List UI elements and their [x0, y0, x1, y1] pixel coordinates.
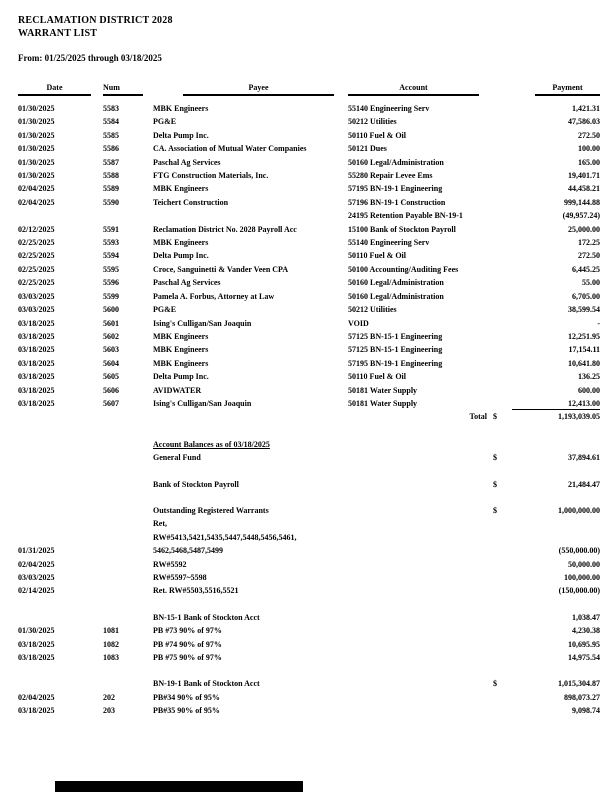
- spacer-cell: [348, 691, 493, 704]
- balance-section-label-row: [18, 504, 600, 517]
- balance-row: [18, 624, 600, 637]
- cell-date: 03/18/2025: [18, 372, 55, 382]
- balance-row: [18, 571, 600, 584]
- cell-num: [103, 544, 153, 557]
- cell-account: 50121 Dues: [348, 144, 387, 154]
- balance-amount: 1,015,304.87: [558, 679, 600, 689]
- cell-num: [103, 571, 153, 584]
- cell-amount: 898,073.27: [564, 692, 600, 702]
- account-balances: [18, 438, 600, 718]
- balance-section-label-row: [18, 451, 600, 464]
- balance-section-amount-cell: [493, 504, 600, 517]
- cell-payee: MBK Engineers: [153, 345, 209, 355]
- cell-payment: (49,957.24): [562, 211, 600, 221]
- report-date-range: From: 01/25/2025 through 03/18/2025: [18, 53, 162, 63]
- cell-date: 03/03/2025: [18, 305, 55, 315]
- cell-amount: 4,230.38: [572, 626, 600, 636]
- cell-num: 5601: [103, 318, 119, 328]
- cell-payment: 272.50: [578, 251, 600, 261]
- cell-num: 5599: [103, 291, 119, 301]
- cell-desc: PB #74 90% of 97%: [153, 639, 222, 649]
- cell-payment: 47,586.03: [568, 117, 600, 127]
- spacer-cell: [103, 410, 153, 423]
- cell-payee: MBK Engineers: [153, 238, 209, 248]
- total-amount-cell: [493, 410, 600, 423]
- cell-account: 57196 BN-19-1 Construction: [348, 197, 446, 207]
- table-row: [18, 330, 600, 343]
- cell-date: 02/04/2025: [18, 559, 55, 569]
- cell-date: 03/18/2025: [18, 318, 55, 328]
- cell-payee: Ising's Culligan/San Joaquin: [153, 398, 252, 408]
- cell-date: 03/03/2025: [18, 573, 55, 582]
- cell-payee: PG&E: [153, 305, 177, 315]
- spacer-cell: [103, 677, 153, 690]
- cell-num: [103, 209, 153, 222]
- balance-row: [18, 531, 600, 544]
- cell-amount: (550,000.00): [558, 546, 600, 556]
- cell-account: 57125 BN-15-1 Engineering: [348, 345, 443, 355]
- balance-row: [18, 691, 600, 704]
- cell-payment: 272.50: [578, 130, 600, 140]
- cell-date: [18, 517, 103, 530]
- cell-num: 5602: [103, 331, 119, 341]
- balance-row: [18, 704, 600, 717]
- spacer-cell: [18, 410, 103, 423]
- cell-payment: 6,445.25: [572, 264, 600, 274]
- cell-account: 50110 Fuel & Oil: [348, 130, 406, 140]
- cell-num: [103, 517, 153, 530]
- balance-amount: 21,484.47: [568, 479, 600, 489]
- cell-num: 5594: [103, 251, 119, 261]
- balance-section-label: Bank of Stockton Payroll: [153, 479, 239, 489]
- balance-section: [18, 677, 600, 717]
- cell-payment: 38,599.54: [568, 305, 600, 315]
- cell-num: 1082: [103, 639, 119, 649]
- spacer-cell: [348, 651, 493, 664]
- cell-date: 03/18/2025: [18, 345, 55, 355]
- table-row: [18, 115, 600, 128]
- cell-payment: 12,251.95: [568, 331, 600, 341]
- spacer-cell: [18, 677, 103, 690]
- cell-amount: 10,695.95: [568, 639, 600, 649]
- cell-payee: [153, 209, 348, 222]
- cell-payment: 55.00: [582, 278, 600, 288]
- balance-section: [18, 478, 600, 491]
- cell-num: 5605: [103, 372, 119, 382]
- cell-date: 02/04/2025: [18, 692, 55, 702]
- table-row: [18, 182, 600, 195]
- cell-num: 5588: [103, 171, 119, 181]
- cell-account: 50100 Accounting/Auditing Fees: [348, 264, 459, 274]
- cell-num: [103, 558, 153, 571]
- cell-amount: 50,000.00: [568, 559, 600, 569]
- cell-payment: 17,154.11: [568, 345, 600, 355]
- table-row: [18, 397, 600, 410]
- balance-section-amount-cell: [493, 611, 600, 624]
- cell-account: 50181 Water Supply: [348, 385, 418, 395]
- table-row: [18, 290, 600, 303]
- cell-payee: CA. Association of Mutual Water Companies: [153, 144, 307, 154]
- cell-account: 50110 Fuel & Oil: [348, 251, 406, 261]
- cell-amount: 100,000.00: [564, 573, 600, 582]
- cell-payment: 44,458.21: [568, 184, 600, 194]
- cell-num: 5584: [103, 117, 119, 127]
- cell-account: 57125 BN-15-1 Engineering: [348, 331, 443, 341]
- table-row: [18, 303, 600, 316]
- cell-payment: 165.00: [578, 157, 600, 167]
- table-row: [18, 317, 600, 330]
- spacer-cell: [103, 504, 153, 517]
- cell-payment: 10,641.80: [568, 358, 600, 368]
- currency-symbol: $: [493, 679, 497, 689]
- balance-section-amount-cell: [493, 451, 600, 464]
- cell-num: 5596: [103, 278, 119, 288]
- cell-num: 5606: [103, 385, 119, 395]
- total-label: Total: [469, 412, 487, 422]
- cell-date: 03/18/2025: [18, 331, 55, 341]
- cell-date: 01/31/2025: [18, 546, 55, 556]
- cell-account: 50160 Legal/Administration: [348, 157, 444, 167]
- balance-section-label-row: [18, 677, 600, 690]
- cell-account: 15100 Bank of Stockton Payroll: [348, 224, 456, 234]
- cell-account: 50212 Utilities: [348, 305, 397, 315]
- cell-payment: 600.00: [578, 385, 600, 395]
- spacer-cell: [493, 438, 600, 451]
- balance-section-label-row: [18, 478, 600, 491]
- cell-date: 03/18/2025: [18, 639, 55, 649]
- cell-desc: 5462,5468,5487,5499: [153, 546, 223, 556]
- balance-row: [18, 638, 600, 651]
- cell-date: [18, 531, 103, 544]
- cell-date: 01/30/2025: [18, 626, 55, 636]
- cell-date: 02/25/2025: [18, 278, 55, 288]
- balance-section-label: BN-19-1 Bank of Stockton Acct: [153, 679, 260, 689]
- balance-amount: 1,038.47: [572, 612, 600, 622]
- cell-desc: PB#34 90% of 95%: [153, 692, 220, 702]
- cell-date: 02/25/2025: [18, 264, 55, 274]
- cell-amount: [493, 531, 600, 544]
- table-row: [18, 236, 600, 249]
- balance-section-amount-cell: [493, 478, 600, 491]
- cell-num: 5590: [103, 197, 119, 207]
- table-row: [18, 357, 600, 370]
- cell-payee: AVIDWATER: [153, 385, 202, 395]
- balance-section-label: Outstanding Registered Warrants: [153, 505, 269, 515]
- table-row: [18, 276, 600, 289]
- cell-num: 203: [103, 706, 115, 716]
- cell-account: 50181 Water Supply: [348, 398, 418, 408]
- table-row: [18, 196, 600, 209]
- cell-payee: Delta Pump Inc.: [153, 372, 209, 382]
- table-row: [18, 129, 600, 142]
- cell-date: 02/25/2025: [18, 238, 55, 248]
- balance-row: [18, 584, 600, 597]
- cell-account: 55140 Engineering Serv: [348, 104, 430, 113]
- balance-row: [18, 517, 600, 530]
- report-title-line2: WARRANT LIST: [18, 28, 98, 39]
- cell-account: 57195 BN-19-1 Engineering: [348, 358, 443, 368]
- table-row: [18, 209, 600, 222]
- cell-amount: (150,000.00): [558, 586, 600, 596]
- cell-payment: -: [597, 318, 600, 328]
- table-row: [18, 142, 600, 155]
- table-row: [18, 343, 600, 356]
- spacer-cell: [348, 571, 493, 584]
- table-row: [18, 263, 600, 276]
- cell-payee: Reclamation District No. 2028 Payroll Acc: [153, 224, 297, 234]
- table-row: [18, 169, 600, 182]
- cell-num: 5587: [103, 157, 119, 167]
- column-header-payment: Payment: [535, 83, 600, 96]
- cell-date: 01/30/2025: [18, 117, 55, 127]
- cell-payee: Pamela A. Forbus, Attorney at Law: [153, 291, 275, 301]
- cell-num: [103, 584, 153, 597]
- spacer-cell: [348, 611, 493, 624]
- cell-amount: 9,098.74: [572, 706, 600, 716]
- cell-payment: 999,144.88: [564, 197, 600, 207]
- cell-num: 5607: [103, 398, 119, 408]
- cell-num: 5603: [103, 345, 119, 355]
- cell-payee: Delta Pump Inc.: [153, 130, 209, 140]
- cell-date: 03/18/2025: [18, 653, 55, 663]
- cell-payee: Ising's Culligan/San Joaquin: [153, 318, 252, 328]
- cell-date: 03/18/2025: [18, 385, 55, 395]
- spacer-cell: [103, 451, 153, 464]
- cell-date: 02/25/2025: [18, 251, 55, 261]
- table-row: [18, 156, 600, 169]
- cell-date: 02/14/2025: [18, 586, 55, 596]
- cell-date: 02/04/2025: [18, 197, 55, 207]
- cell-desc: Ret. RW#5503,5516,5521: [153, 586, 239, 596]
- balances-heading: Account Balances as of 03/18/2025: [153, 439, 270, 449]
- currency-symbol: $: [493, 479, 497, 489]
- spacer-cell: [18, 504, 103, 517]
- total-amount: 1,193,039.05: [558, 412, 600, 422]
- balance-amount: 1,000,000.00: [558, 505, 600, 515]
- cell-account: 24195 Retention Payable BN-19-1: [348, 211, 463, 221]
- spacer-cell: [103, 478, 153, 491]
- balance-section-amount-cell: [493, 677, 600, 690]
- cell-date: 03/03/2025: [18, 291, 55, 301]
- cell-num: 5589: [103, 184, 119, 194]
- cell-payment: 19,401.71: [568, 171, 600, 181]
- cell-num: 5585: [103, 130, 119, 140]
- balance-section-label: BN-15-1 Bank of Stockton Acct: [153, 612, 260, 622]
- spacer-cell: [153, 410, 348, 423]
- spacer-cell: [348, 438, 493, 451]
- cell-payee: Paschal Ag Services: [153, 157, 221, 167]
- spacer-cell: [18, 451, 103, 464]
- table-row: [18, 384, 600, 397]
- cell-date: [18, 209, 103, 222]
- cell-payee: Croce, Sanguinetti & Vander Veen CPA: [153, 264, 289, 274]
- cell-payment: 12,413.00: [493, 397, 600, 410]
- cell-desc: Ret,: [153, 519, 167, 529]
- balance-section-label-row: [18, 611, 600, 624]
- spacer-cell: [348, 677, 493, 690]
- spacer-cell: [18, 611, 103, 624]
- scan-artifact-bar: [55, 781, 303, 792]
- spacer-cell: [348, 478, 493, 491]
- table-row: [18, 102, 600, 115]
- spacer-cell: [103, 611, 153, 624]
- report-title-line1: RECLAMATION DISTRICT 2028: [18, 15, 173, 26]
- table-row: [18, 370, 600, 383]
- cell-date: 03/18/2025: [18, 398, 55, 408]
- balance-section: [18, 504, 600, 598]
- currency-symbol: $: [493, 453, 497, 463]
- cell-date: 01/30/2025: [18, 130, 55, 140]
- cell-date: 03/18/2025: [18, 706, 55, 716]
- cell-amount: 14,975.54: [568, 653, 600, 663]
- spacer-cell: [348, 531, 493, 544]
- cell-num: 1081: [103, 626, 119, 636]
- column-header-num: Num: [103, 83, 143, 96]
- cell-num: 5604: [103, 358, 119, 368]
- currency-symbol: $: [493, 505, 497, 515]
- cell-desc: RW#5597~5598: [153, 573, 207, 582]
- cell-payee: MBK Engineers: [153, 331, 209, 341]
- spacer-cell: [348, 638, 493, 651]
- cell-account: 55140 Engineering Serv: [348, 238, 430, 248]
- cell-account: 55280 Repair Levee Ems: [348, 171, 433, 181]
- cell-date: 01/30/2025: [18, 171, 55, 181]
- table-row: [18, 249, 600, 262]
- cell-desc: PB#35 90% of 95%: [153, 706, 220, 716]
- cell-desc: PB #73 90% of 97%: [153, 626, 222, 636]
- cell-account: 57195 BN-19-1 Engineering: [348, 184, 443, 194]
- spacer-cell: [348, 624, 493, 637]
- cell-amount: [493, 517, 600, 530]
- cell-account: VOID: [348, 318, 369, 328]
- cell-date: 02/04/2025: [18, 184, 55, 194]
- cell-payee: MBK Engineers: [153, 358, 209, 368]
- cell-desc: RW#5413,5421,5435,5447,5448,5456,5461,: [153, 532, 297, 542]
- balance-amount: 37,894.61: [568, 453, 600, 463]
- cell-payee: FTG Construction Materials, Inc.: [153, 171, 269, 181]
- cell-payment: 100.00: [578, 144, 600, 154]
- total-row: [18, 410, 600, 423]
- cell-account: 50110 Fuel & Oil: [348, 372, 406, 382]
- column-header-date: Date: [18, 83, 91, 96]
- cell-desc: PB #75 90% of 97%: [153, 653, 222, 663]
- spacer-cell: [348, 704, 493, 717]
- balance-row: [18, 651, 600, 664]
- cell-num: 5600: [103, 305, 119, 315]
- balances-sections: [18, 451, 600, 718]
- column-header-account: Account: [348, 83, 479, 96]
- spacer-cell: [348, 584, 493, 597]
- cell-date: 01/30/2025: [18, 104, 55, 113]
- cell-payee: Teichert Construction: [153, 197, 229, 207]
- total-currency-symbol: $: [493, 412, 497, 422]
- balance-row: [18, 544, 600, 557]
- cell-account: 50160 Legal/Administration: [348, 278, 444, 288]
- balance-section: [18, 451, 600, 464]
- column-header-payee: Payee: [183, 83, 334, 96]
- cell-payment: 1,421.31: [572, 104, 600, 113]
- table-header-row: [18, 83, 600, 96]
- spacer-cell: [348, 504, 493, 517]
- cell-num: 5593: [103, 238, 119, 248]
- cell-payment: 6,705.00: [572, 291, 600, 301]
- balances-heading-row: [18, 438, 600, 451]
- spacer-cell: [348, 517, 493, 530]
- cell-payment: 136.25: [578, 372, 600, 382]
- spacer-cell: [348, 558, 493, 571]
- cell-account: 50160 Legal/Administration: [348, 291, 444, 301]
- cell-payee: MBK Engineers: [153, 184, 209, 194]
- cell-account: 50212 Utilities: [348, 117, 397, 127]
- spacer-cell: [103, 438, 153, 451]
- balance-row: [18, 558, 600, 571]
- cell-payment: 172.25: [578, 238, 600, 248]
- cell-num: [103, 531, 153, 544]
- cell-num: 202: [103, 692, 115, 702]
- cell-num: 5591: [103, 224, 119, 234]
- cell-desc: RW#5592: [153, 559, 187, 569]
- cell-num: 5583: [103, 104, 119, 113]
- balance-section-label: General Fund: [153, 453, 201, 463]
- spacer-cell: [348, 544, 493, 557]
- cell-payee: Paschal Ag Services: [153, 278, 221, 288]
- cell-date: 02/12/2025: [18, 224, 55, 234]
- cell-num: 5586: [103, 144, 119, 154]
- cell-date: 01/30/2025: [18, 144, 55, 154]
- table-row: [18, 223, 600, 236]
- cell-date: 01/30/2025: [18, 157, 55, 167]
- cell-num: 5595: [103, 264, 119, 274]
- cell-num: 1083: [103, 653, 119, 663]
- spacer-cell: [18, 478, 103, 491]
- cell-payee: Delta Pump Inc.: [153, 251, 209, 261]
- spacer-cell: [348, 451, 493, 464]
- warrant-rows: [18, 102, 600, 410]
- cell-payee: MBK Engineers: [153, 104, 209, 113]
- spacer-cell: [18, 438, 103, 451]
- cell-date: 03/18/2025: [18, 358, 55, 368]
- balance-section: [18, 611, 600, 665]
- cell-payee: PG&E: [153, 117, 177, 127]
- cell-payment: 25,000.00: [568, 224, 600, 234]
